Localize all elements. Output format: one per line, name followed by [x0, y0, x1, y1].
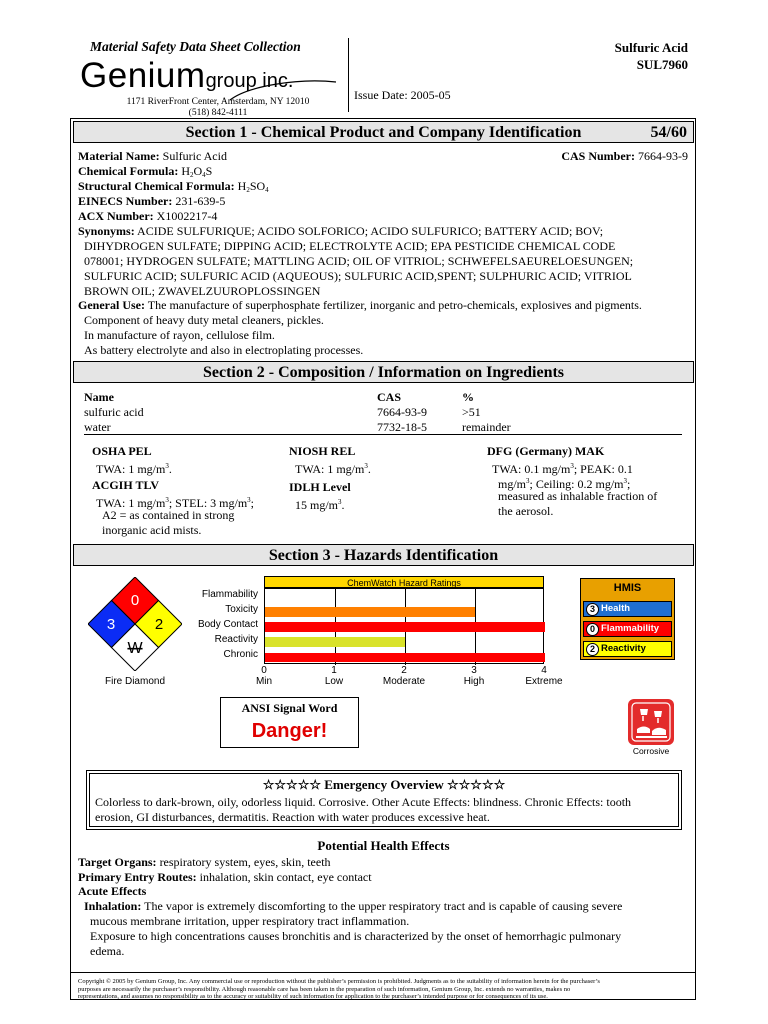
- ansi-signal-box: [220, 697, 359, 748]
- company-address: [98, 97, 338, 119]
- chemical-formula-value: $H_2O_4S$: [181, 164, 213, 179]
- collection-title: Material Safety Data Sheet Collection: [90, 39, 301, 54]
- address-line: 1171 RiverFront Center, Amsterdam, NY 12010: [126, 97, 310, 107]
- chart-tick-label: High: [463, 676, 485, 687]
- synonyms-line: DIHYDROGEN SULFATE; DIPPING ACID; ELECTROLYTE ACID; EPA PESTICIDE CHEMICAL CODE: [84, 239, 616, 253]
- dfg-mak-label: DFG (Germany) MAK: [487, 444, 605, 458]
- logo-main-text: Genium: [80, 56, 206, 95]
- section2-header: [73, 361, 694, 383]
- osha-pel-value: TWA: 1 $mg/m^3$.: [96, 462, 172, 476]
- einecs-row: [78, 194, 225, 209]
- niosh-rel-label: NIOSH REL: [289, 444, 356, 458]
- chart-category-label: Reactivity: [214, 634, 258, 646]
- hmis-title: HMIS: [613, 582, 642, 594]
- ingredient-percent: remainder: [462, 420, 511, 434]
- footer-line: Copyright © 2005 by Genium Group, Inc. Any commercial use or reproduction without the publisher’s permission is prohibited. Judgments as to the suitability of information herein for the purchaser’s: [78, 978, 600, 985]
- structural-formula-value: $H_2SO_4$: [237, 179, 269, 194]
- product-name: Sulfuric Acid: [614, 40, 688, 55]
- reactivity-value: 2: [154, 616, 164, 633]
- inhalation-line: mucous membrane irritation, upper respiratory tract inflammation.: [90, 914, 410, 928]
- ingredient-percent: >51: [462, 405, 481, 419]
- ingredient-name: water: [84, 420, 111, 434]
- chart-tick-label: Extreme: [525, 676, 563, 687]
- section1-title: Section 1 - Chemical Product and Company Identification: [185, 124, 582, 141]
- cas-number-value: 7664-93-9: [638, 149, 688, 163]
- emergency-overview-title: ☆☆☆☆☆ Emergency Overview ☆☆☆☆☆: [262, 777, 506, 792]
- col-header-percent: %: [462, 390, 474, 404]
- acgih-tlv-line: A2 = as contained in strong: [102, 508, 235, 522]
- hmis-reactivity-value: 2: [586, 643, 599, 656]
- entry-routes-row: [78, 870, 372, 885]
- footer-rule: [70, 972, 696, 973]
- section3-header: [73, 544, 694, 566]
- acx-value: X1002217-4: [156, 209, 218, 223]
- chemical-formula-row: [78, 164, 212, 179]
- hazard-ratings-chart: [264, 576, 544, 664]
- ingredient-cas: 7732-18-5: [377, 420, 427, 434]
- hmis-flammability-value: 0: [586, 623, 599, 636]
- hazard-bar-body-contact: [265, 622, 545, 631]
- hazard-bar-reactivity: [265, 637, 405, 646]
- synonyms-line: BROWN OIL; ZWAVELZUUROPLOSSINGEN: [84, 284, 321, 298]
- entry-routes-value: inhalation, skin contact, eye contact: [199, 870, 372, 884]
- idlh-label: IDLH Level: [289, 480, 351, 494]
- chart-tick-label: Min: [255, 676, 273, 687]
- hazard-bar-chronic: [265, 653, 545, 662]
- osha-pel-label: OSHA PEL: [92, 444, 152, 458]
- cas-number-row: [561, 149, 688, 164]
- footer-line: representations, and assumes no responsibility as to the accuracy or suitability of such information for application to the purchaser’s intended purpose or for consequences of its use.: [78, 993, 548, 1000]
- synonyms-line: 078001; HYDROGEN SULFATE; MATTLING ACID; OIL OF VITRIOL; SCHWEFELSAEURELOESUNGEN;: [84, 254, 634, 268]
- chart-category-label: Flammability: [201, 588, 258, 600]
- hmis-reactivity-label: Reactivity: [601, 643, 646, 654]
- inhalation-row: [84, 899, 622, 914]
- synonyms-label: Synonyms:: [78, 224, 135, 238]
- acute-effects-label: Acute Effects: [78, 884, 147, 898]
- target-organs-label: Target Organs:: [78, 855, 157, 869]
- chart-tick-value: 1: [331, 665, 337, 676]
- hmis-flammability-row: [583, 621, 672, 637]
- product-id: [615, 39, 688, 73]
- genium-logo: [80, 56, 293, 96]
- inhalation-line: The vapor is extremely discomforting to the upper respiratory tract and is capable of causing severe: [144, 899, 623, 913]
- chart-category-label: Body Contact: [197, 619, 258, 630]
- cas-number-label: CAS Number:: [561, 149, 635, 163]
- copyright-footer: [78, 978, 688, 1001]
- ingredient-cas: 7664-93-9: [377, 405, 427, 419]
- dfg-mak-line: the aerosol.: [498, 504, 554, 518]
- inhalation-line: edema.: [90, 944, 125, 958]
- material-name-value: Sulfuric Acid: [162, 149, 227, 163]
- corrosive-label: Corrosive: [632, 746, 670, 756]
- hmis-health-value: 3: [586, 603, 599, 616]
- acgih-tlv-label: ACGIH TLV: [92, 478, 160, 492]
- chart-category-label: Toxicity: [225, 603, 258, 615]
- ansi-signal-label: ANSI Signal Word: [241, 701, 338, 715]
- general-use-line: In manufacture of rayon, cellulose film.: [84, 328, 275, 342]
- product-code: SUL7960: [636, 57, 688, 72]
- general-use-line: The manufacture of superphosphate fertilizer, inorganic and petro-chemicals, explosives and pigments.: [147, 298, 642, 312]
- target-organs-value: respiratory system, eyes, skin, teeth: [159, 855, 331, 869]
- special-value: W: [127, 640, 143, 657]
- material-name-label: Material Name:: [78, 149, 160, 163]
- emergency-overview-line: erosion, GI disturbances, dermatitis. Reaction with water produces excessive heat.: [95, 810, 490, 824]
- acgih-tlv-line: TWA: 1 $mg/m^3$; STEL: 3 $mg/m^3$;: [96, 496, 255, 510]
- einecs-value: 231-639-5: [175, 194, 226, 208]
- hmis-health-label: Health: [601, 603, 631, 614]
- general-use-line: Component of heavy duty metal cleaners, pickles.: [84, 313, 324, 327]
- health-effects-title: Potential Health Effects: [317, 838, 450, 853]
- chart-tick-value: 3: [471, 665, 477, 676]
- header-divider: [348, 38, 349, 112]
- acgih-tlv-line: inorganic acid mists.: [102, 523, 202, 537]
- issue-date: Issue Date: 2005-05: [354, 88, 451, 102]
- col-header-name: Name: [84, 390, 114, 404]
- signal-word: Danger!: [251, 720, 328, 742]
- synonyms-row: [78, 224, 603, 239]
- structural-formula-row: [78, 179, 269, 194]
- chart-tick-value: 4: [541, 665, 547, 676]
- acx-label: ACX Number:: [78, 209, 154, 223]
- synonyms-line: SULFURIC ACID; SULFURIC ACID (AQUEOUS); SULFURIC ACID,SPENT; SULPHURIC ACID; VITRIOL: [84, 269, 632, 283]
- hmis-label: [580, 578, 675, 660]
- einecs-label: EINECS Number:: [78, 194, 173, 208]
- health-value: 3: [106, 616, 116, 633]
- hmis-reactivity-row: [583, 641, 672, 657]
- target-organs-row: [78, 855, 331, 870]
- chemical-formula-label: Chemical Formula:: [78, 164, 179, 178]
- structural-formula-label: Structural Chemical Formula:: [78, 179, 235, 193]
- footer-line: purposes are necessarily the purchaser’s responsibility. Although reasonable care has been taken in the preparation of such information, Genium Group, Inc. extends no warranties, makes no: [78, 985, 571, 993]
- idlh-value: 15 $mg/m^3$.: [295, 498, 345, 512]
- dfg-mak-line: $mg/m^3$; Ceiling: 0.2 $mg/m^3$;: [498, 477, 631, 491]
- entry-routes-label: Primary Entry Routes:: [78, 870, 197, 884]
- synonyms-line: ACIDE SULFURIQUE; ACIDO SOLFORICO; ACIDO SULFURICO; BATTERY ACID; BOV;: [137, 224, 604, 238]
- inhalation-label: Inhalation:: [84, 899, 142, 913]
- chart-tick-label: Moderate: [382, 676, 426, 687]
- chart-plot-area: [264, 588, 544, 664]
- phone-line: (518) 842-4111: [188, 108, 248, 118]
- ingredient-name: sulfuric acid: [84, 405, 144, 419]
- corrosive-icon: [628, 699, 674, 745]
- acx-row: [78, 209, 217, 224]
- hmis-flammability-label: Flammability: [601, 623, 660, 634]
- page-number: 54/60: [650, 124, 687, 141]
- hazard-bar-toxicity: [265, 607, 475, 616]
- dfg-mak-line: measured as inhalable fraction of: [498, 489, 658, 503]
- general-use-row: [78, 298, 642, 313]
- col-header-cas: CAS: [377, 390, 402, 404]
- chart-tick-label: Low: [324, 676, 344, 687]
- niosh-rel-value: TWA: 1 $mg/m^3$.: [295, 462, 371, 476]
- general-use-line: As battery electrolyte and also in electroplating processes.: [84, 343, 364, 357]
- chart-title: ChemWatch Hazard Ratings: [264, 576, 544, 588]
- hmis-health-row: [583, 601, 672, 617]
- fire-diamond-label: Fire Diamond: [104, 676, 166, 687]
- section1-header: [73, 121, 694, 143]
- section2-title: Section 2 - Composition / Information on Ingredients: [202, 364, 565, 381]
- ingredients-rule: [84, 434, 682, 435]
- material-name-row: [78, 149, 227, 164]
- chart-category-label: Chronic: [223, 649, 258, 661]
- flammability-value: 0: [130, 592, 140, 609]
- chart-tick-value: 0: [261, 665, 267, 676]
- chart-tick-value: 2: [401, 665, 407, 676]
- emergency-overview-line: Colorless to dark-brown, oily, odorless liquid. Corrosive. Other Acute Effects: blindness. Chronic Effects: tooth: [95, 795, 632, 809]
- general-use-label: General Use:: [78, 298, 145, 312]
- section3-title: Section 3 - Hazards Identification: [268, 547, 499, 564]
- logo-sub-text: group inc.: [205, 70, 294, 92]
- inhalation-line: Exposure to high concentrations causes bronchitis and is characterized by the onset of hemorrhagic pulmonary: [90, 929, 622, 943]
- dfg-mak-line: TWA: 0.1 $mg/m^3$; PEAK: 0.1: [492, 462, 633, 476]
